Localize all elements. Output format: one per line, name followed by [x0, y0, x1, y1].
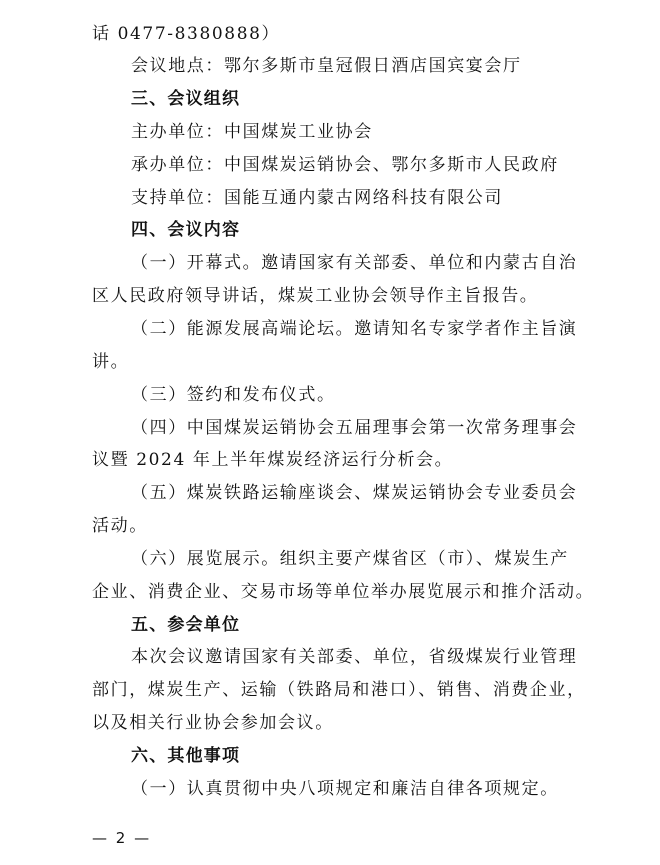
organizer-undertaker: 承办单位：中国煤炭运销协会、鄂尔多斯市人民政府 — [131, 155, 559, 175]
content-item-2-line-2: 讲。 — [92, 352, 130, 372]
participants-line-1: 本次会议邀请国家有关部委、单位，省级煤炭行业管理 — [131, 647, 578, 667]
content-item-4-line-1: （四）中国煤炭运销协会五届理事会第一次常务理事会 — [131, 418, 578, 438]
participants-line-2: 部门，煤炭生产、运输（铁路局和港口）、销售、消费企业， — [92, 680, 586, 700]
section-heading-other-matters: 六、其他事项 — [131, 746, 241, 766]
content-item-5-line-2: 活动。 — [92, 516, 148, 536]
other-matters-item-1: （一）认真贯彻中央八项规定和廉洁自律各项规定。 — [131, 779, 559, 799]
contact-phone-continuation: 话 0477-8380888） — [92, 24, 281, 44]
page-number: — 2 — — [92, 829, 152, 847]
content-item-1-line-2: 区人民政府领导讲话，煤炭工业协会领导作主旨报告。 — [92, 286, 539, 306]
content-item-3: （三）签约和发布仪式。 — [131, 385, 336, 405]
content-item-2-line-1: （二）能源发展高端论坛。邀请知名专家学者作主旨演 — [131, 319, 578, 339]
organizer-supporter: 支持单位：国能互通内蒙古网络科技有限公司 — [131, 188, 503, 208]
content-item-1-line-1: （一）开幕式。邀请国家有关部委、单位和内蒙古自治 — [131, 253, 578, 273]
meeting-venue: 会议地点：鄂尔多斯市皇冠假日酒店国宾宴会厅 — [131, 56, 522, 76]
content-item-6-line-1: （六）展览展示。组织主要产煤省区（市）、煤炭生产 — [131, 549, 569, 569]
participants-line-3: 以及相关行业协会参加会议。 — [92, 713, 334, 733]
content-item-6-line-2: 企业、消费企业、交易市场等单位举办展览展示和推介活动。 — [92, 582, 595, 602]
section-heading-participants: 五、参会单位 — [131, 615, 241, 635]
content-item-4-line-2: 议暨 2024 年上半年煤炭经济运行分析会。 — [92, 450, 454, 470]
section-heading-organization: 三、会议组织 — [131, 89, 241, 109]
section-heading-content: 四、会议内容 — [131, 220, 241, 240]
content-item-5-line-1: （五）煤炭铁路运输座谈会、煤炭运销协会专业委员会 — [131, 483, 578, 503]
organizer-host: 主办单位：中国煤炭工业协会 — [131, 122, 373, 142]
